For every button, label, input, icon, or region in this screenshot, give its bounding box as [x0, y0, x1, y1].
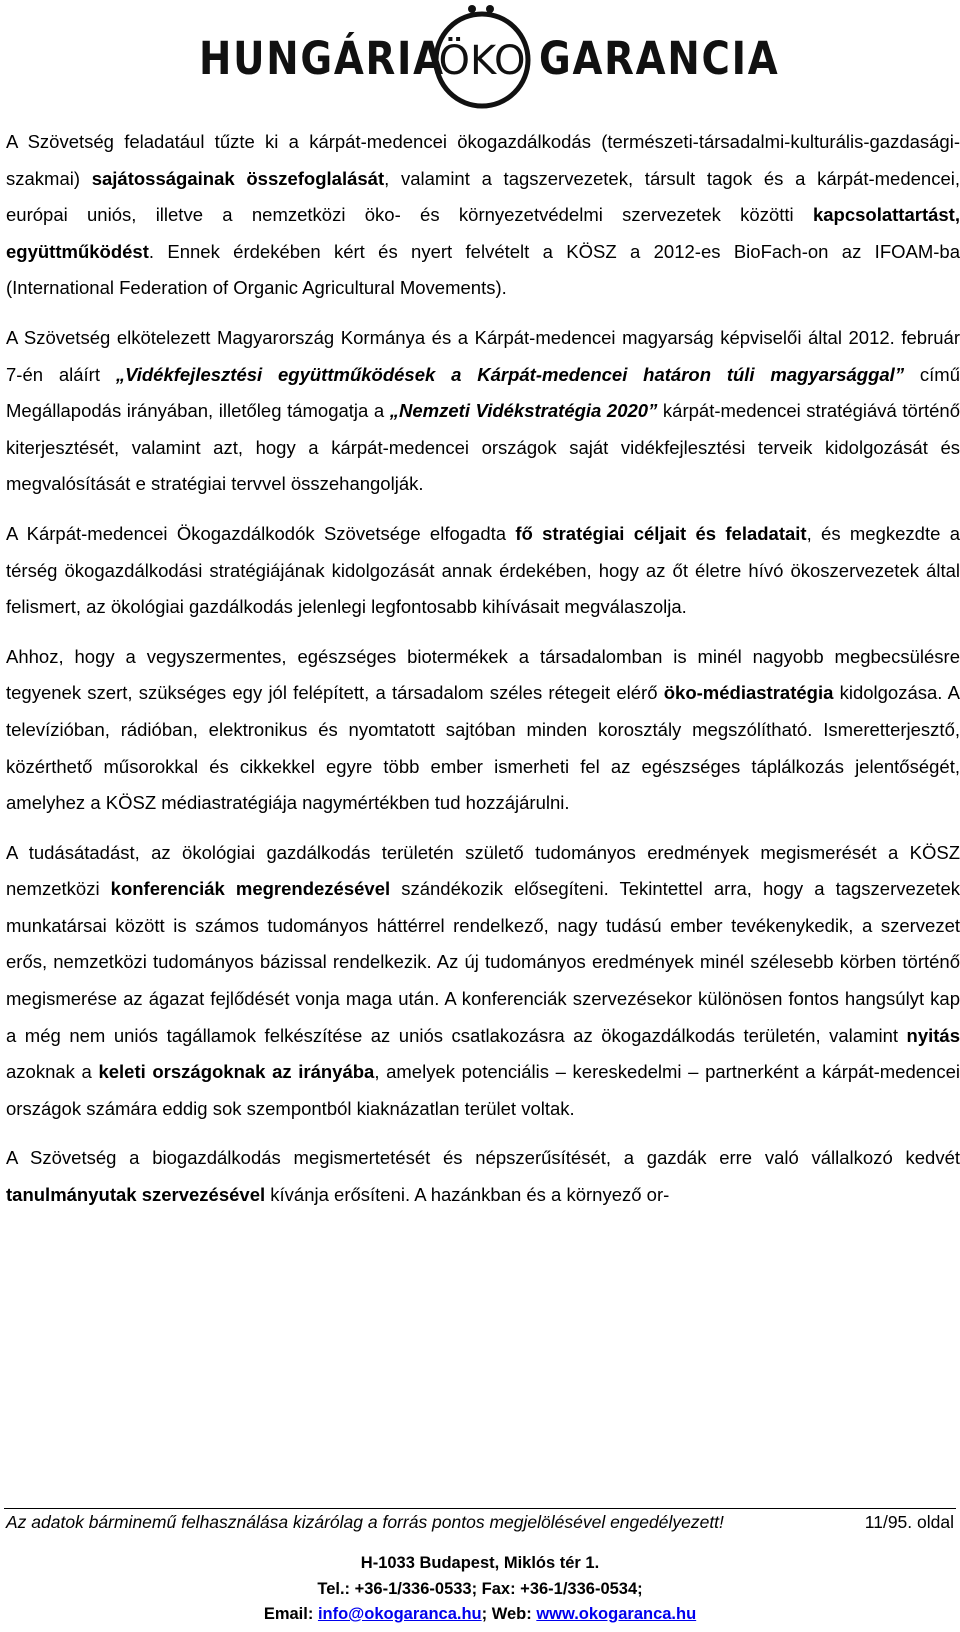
footer-notice-text: Az adatok bárminemű felhasználása kizárólag a forrás pontos megjelölésével engedélyezett!: [6, 1512, 724, 1532]
emphasis-text: „Nemzeti Vidékstratégia 2020”: [389, 400, 658, 422]
paragraph-text: . Ennek érdekében kért és nyert felvételt a KÖSZ a 2012-es BioFach-on az IFOAM-ba (International Federation of Organic Agricultural Movements).: [6, 240, 960, 299]
document-header: [0, 0, 960, 122]
emphasis-text: „Vidékfejlesztési együttműködések a Kárpát-medencei határon túli magyarsággal”: [115, 363, 905, 385]
bold-text: keleti országoknak az irányába: [98, 1061, 375, 1083]
paragraph: [6, 639, 960, 822]
paragraph-text: kidolgozása. A televízióban, rádióban, elektronikus és nyomtatott sajtóban minden korosztály megszólítható. Ismeretterjesztő, közérthető műsorokkal és cikkekkel egyre több ember ismerheti fel az egészséges táplálkozás jelentőségét, amelyhez a KÖSZ médiastratégiája nagymértékben tud hozzájárulni.: [6, 682, 960, 814]
paragraph: [6, 1140, 960, 1213]
paragraph-text: Ahhoz, hogy a vegyszermentes, egészséges biotermékek a társadalomban is minél nagyobb megbecsülésre tegyenek szert, szükséges egy jól felépített, a társadalom széles rétegeit elérő: [6, 645, 960, 704]
oko-logo: [432, 0, 532, 116]
bold-text: [390, 400, 658, 421]
logo-middle-text: ÖKO: [438, 38, 526, 84]
paragraph-text: A tudásátadást, az ökológiai gazdálkodás területén születő tudományos eredmények megismerését a KÖSZ nemzetközi: [6, 841, 960, 900]
footer-divider: [4, 1508, 956, 1509]
paragraph-text: című Megállapodás irányában, illetőleg támogatja a: [6, 363, 960, 422]
footer-phone-fax: Tel.: +36-1/336-0533; Fax: +36-1/336-0534;: [317, 1580, 643, 1598]
paragraph: [6, 516, 960, 626]
paragraph: [6, 835, 960, 1128]
bold-text: fő stratégiai céljait és feladatait: [515, 522, 807, 544]
paragraph-text: szándékozik elősegíteni. Tekintettel arra, hogy a tagszervezetek munkatársai között is számos tudományos háttérrel rendelkező, nagy tudású ember tevékenykedik, a szervezet erős, nemzetközi tudományos bázissal rendelkezik. Az új tudományos eredmények minél szélesebb körben történő megismerése az ágazat fejlődését vonja maga után. A konferenciák szervezésekor különösen fontos hangsúlyt kap a még nem uniós tagállamok felkészítése az uniós csatlakozásra az ökogazdálkodás területén, valamint: [6, 878, 960, 1046]
footer-address: H-1033 Budapest, Miklós tér 1.: [360, 1554, 600, 1572]
paragraph-text: A Szövetség feladatául tűzte ki a kárpát-medencei ökogazdálkodás (természeti-társadalmi-kulturális-gazdasági-szakmai): [6, 131, 960, 189]
bold-text: kapcsolattartást, együttműködést: [6, 204, 960, 262]
paragraph-text: A Szövetség elkötelezett Magyarország Kormánya és a Kárpát-medencei magyarság képviselői által 2012. február 7-én aláírt: [6, 326, 960, 385]
bold-text: tanulmányutak szervezésével: [6, 1184, 266, 1206]
paragraph-text: azoknak a: [6, 1061, 99, 1083]
paragraph-text: , és megkezdte a térség ökogazdálkodási stratégiájának kidolgozását annak érdekében, hogy az őt életre hívó ökoszervezetek által felismert, az ökológiai gazdálkodás jelenlegi legfontosabb kihívásait megválaszolja.: [6, 522, 960, 618]
bold-text: sajátosságainak összefoglalását: [91, 167, 385, 189]
document-body: [6, 124, 960, 1227]
bold-text: [116, 364, 904, 385]
paragraph-text: A Szövetség a biogazdálkodás megismertetését és népszerűsítését, a gazdák erre való vállalkozó kedvét: [6, 1147, 960, 1169]
bold-text: konferenciák megrendezésével: [110, 878, 391, 900]
paragraph-text: kívánja erősíteni. A hazánkban és a környező or-: [265, 1184, 670, 1206]
paragraph-text: , valamint a tagszervezetek, társult tagok és a kárpát-medencei, európai uniós, illetve a nemzetközi öko- és környezetvédelmi szervezetek közötti: [6, 167, 960, 226]
paragraph-text: kárpát-medencei stratégiává történő kiterjesztését, valamint azt, hogy a kárpát-medencei országok saját vidékfejlesztési terveik kidolgozását és megvalósítását e stratégiai tervvel összehangolják.: [6, 400, 960, 495]
bold-text: nyitás: [906, 1024, 960, 1046]
logo-text-left: HUNGÁRIA: [199, 32, 445, 85]
web-label: ; Web:: [481, 1605, 532, 1623]
paragraph-text: , amelyek potenciális – kereskedelmi – partnerként a kárpát-medencei országok számára eddig sok szempontból kiaknázatlan terület voltak.: [6, 1061, 960, 1119]
paragraph: [6, 124, 960, 307]
bold-text: öko-médiastratégia: [663, 682, 834, 704]
web-link[interactable]: www.okogaranca.hu: [536, 1605, 697, 1623]
paragraph-text: A Kárpát-medencei Ökogazdálkodók Szövetsége elfogadta: [6, 522, 516, 544]
email-label: Email:: [263, 1605, 314, 1623]
paragraph: [6, 320, 960, 503]
footer-contact: [0, 1604, 960, 1624]
email-link[interactable]: info@okogaranca.hu: [317, 1605, 482, 1623]
logo-text-right: GARANCIA: [539, 32, 780, 85]
page-number: 11/95. oldal: [864, 1512, 954, 1532]
footer-notice: [6, 1511, 958, 1533]
